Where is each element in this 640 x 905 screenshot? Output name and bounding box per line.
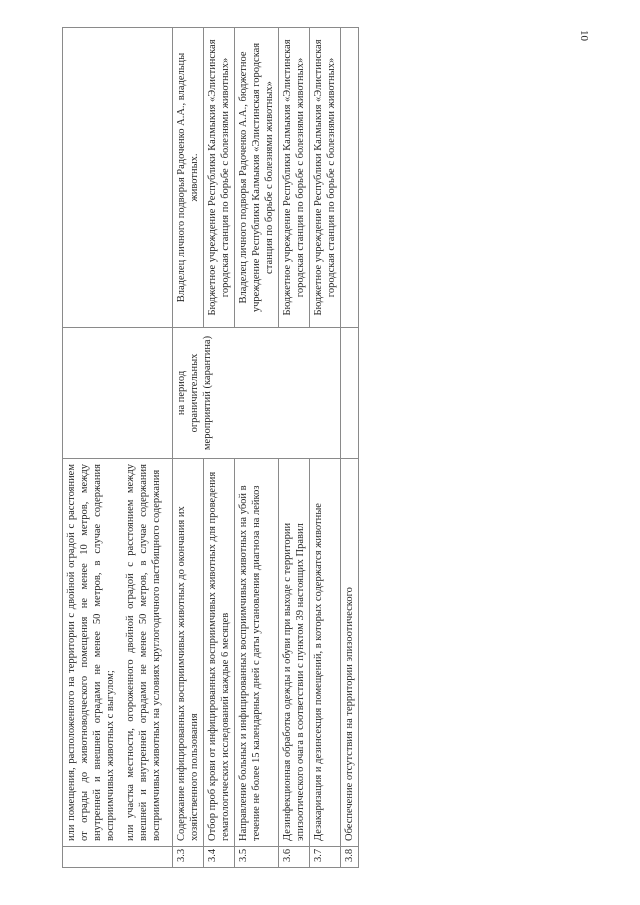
responsible-cell: Владелец личного подворья Радоченко А.А., бюджетное учреждение Республики Калмыкия «Элистинская городская станция по борьбе с болезнями животных»	[235, 28, 279, 328]
measure-cell	[63, 459, 173, 847]
measure-cell: Обеспечение отсутствия на территории эпизоотического	[341, 459, 359, 847]
responsible-cell	[341, 28, 359, 328]
measure-cell: Дезакаризация и дезинсекция помещений, в которых содержатся животные	[310, 459, 341, 847]
measure-cell: Содержание инфицированных восприимчивых животных до окончания их хозяйственного пользования	[173, 459, 204, 847]
responsible-cell: Бюджетное учреждение Республики Калмыкия «Элистинская городская станция по борьбе с болезнями животных»	[310, 28, 341, 328]
measure-cell: Отбор проб крови от инфицированных восприимчивых животных для проведения гематологических исследований каждые 6 месяцев	[204, 459, 235, 847]
measure-cell: Дезинфекционная обработка одежды и обуви при выходе с территории эпизоотического очага в соответствии с пунктом 39 настоящих Правил	[279, 459, 310, 847]
responsible-cell: Бюджетное учреждение Республики Калмыкия «Элистинская городская станция по борьбе с болезнями животных»	[279, 28, 310, 328]
measure-paragraph: или помещения, расположенного на территории с двойной оградой с расстоянием от ограды до животноводческого помещения не менее 10 метров, между внутренней и внешней оградами не менее 50 метров, в случае содержания восприимчивых животных с выгулом;	[66, 464, 116, 841]
row-number: 3.6	[279, 847, 310, 868]
term-cell	[63, 328, 173, 459]
table-row-continuation	[63, 28, 173, 868]
table-row-3-3	[173, 28, 204, 868]
table-row-3-8	[341, 28, 359, 868]
row-number: 3.4	[204, 847, 235, 868]
row-number	[63, 847, 173, 868]
row-number: 3.3	[173, 847, 204, 868]
row-number: 3.5	[235, 847, 279, 868]
rotated-page-content	[62, 28, 582, 868]
row-number: 3.7	[310, 847, 341, 868]
measure-cell: Направление больных и инфицированных восприимчивых животных на убой в течение не более 15 календарных дней с даты установления диагноза на лейкоз	[235, 459, 279, 847]
row-number: 3.8	[341, 847, 359, 868]
responsible-cell	[63, 28, 173, 328]
responsible-cell: Владелец личного подворья Радоченко А.А., владельцы животных.	[173, 28, 204, 328]
term-cell	[341, 328, 359, 459]
page-number: 10	[578, 30, 590, 41]
measures-table	[62, 27, 359, 868]
term-cell: на период ограничительных мероприятий (карантина)	[173, 328, 341, 459]
measure-paragraph: или участка местности, огороженного двойной оградой с расстоянием между внешней и внутренней оградами не менее 50 метров, в случае содержания восприимчивых животных на условиях круглогодичного пастбищного содержания	[125, 464, 162, 841]
responsible-cell: Бюджетное учреждение Республики Калмыкия «Элистинская городская станция по борьбе с болезнями животных»	[204, 28, 235, 328]
